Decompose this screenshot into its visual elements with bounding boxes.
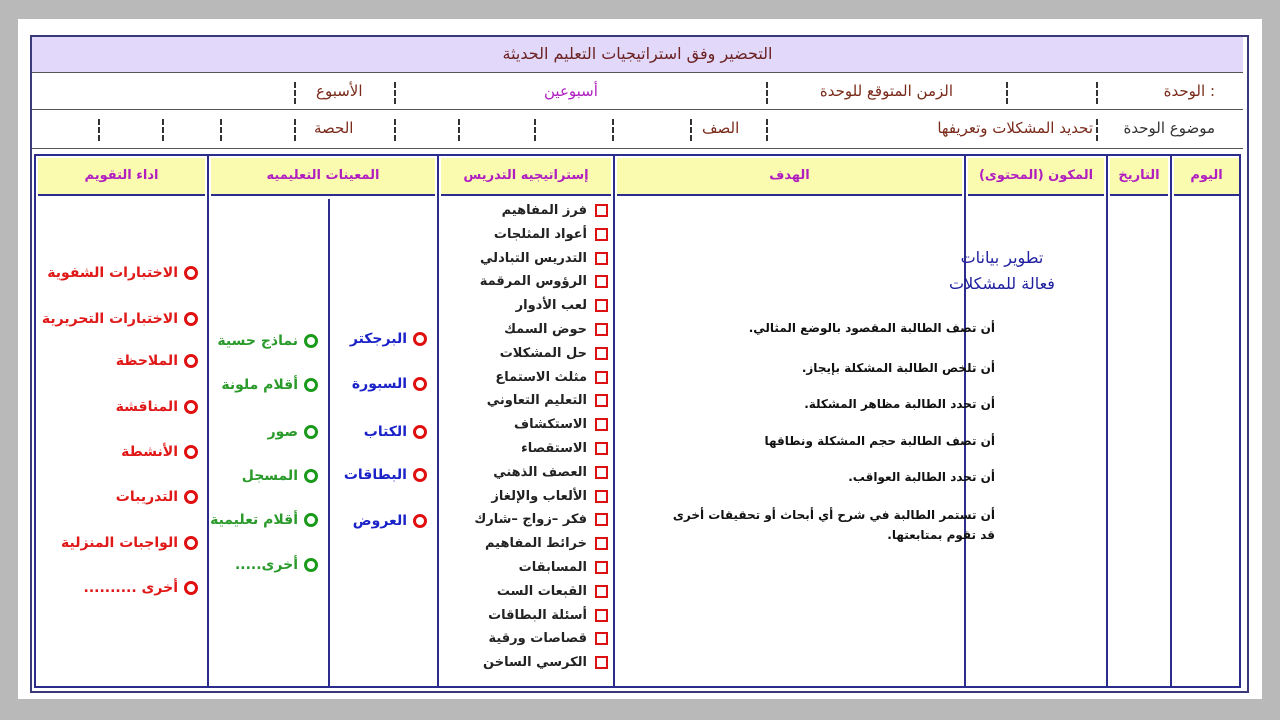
- strategy-item[interactable]: الاستقصاء: [440, 441, 608, 465]
- lesson-plan-table: [34, 154, 1241, 688]
- circle-icon: [184, 490, 198, 504]
- circle-icon: [184, 581, 198, 595]
- header-content: المكون (المحتوى): [968, 158, 1104, 196]
- aid-item[interactable]: المسجل: [242, 468, 318, 484]
- aid-item[interactable]: العروض: [353, 513, 427, 529]
- strategy-item[interactable]: الكرسي الساخن: [440, 655, 608, 679]
- strategy-item[interactable]: خرائط المفاهيم: [440, 536, 608, 560]
- circle-icon: [184, 266, 198, 280]
- circle-icon: [184, 445, 198, 459]
- checkbox-icon[interactable]: [595, 204, 608, 217]
- circle-icon: [184, 312, 198, 326]
- strategy-item[interactable]: الألعاب والإلغاز: [440, 489, 608, 513]
- strategy-item[interactable]: القبعات الست: [440, 584, 608, 608]
- strategy-item[interactable]: مثلث الاستماع: [440, 370, 608, 394]
- checkbox-icon[interactable]: [595, 371, 608, 384]
- header-goal: الهدف: [617, 158, 962, 196]
- checkbox-icon[interactable]: [595, 609, 608, 622]
- aid-item[interactable]: نماذج حسية: [217, 333, 318, 349]
- assessment-item[interactable]: الواجبات المنزلية: [61, 535, 198, 551]
- header-aids: المعينات التعليميه: [211, 158, 435, 196]
- checkbox-icon[interactable]: [595, 323, 608, 336]
- expected-time-value: أسبوعين: [544, 82, 598, 100]
- goal-item: أن تحدد الطالبة العواقب.: [848, 470, 995, 484]
- aid-item[interactable]: أقلام تعليمية: [210, 512, 318, 528]
- goal-item: أن تصف الطالبة المقصود بالوضع المثالي.: [748, 321, 995, 335]
- circle-icon: [304, 558, 318, 572]
- circle-icon: [184, 400, 198, 414]
- strategy-item[interactable]: أسئلة البطاقات: [440, 608, 608, 632]
- goal-item: أن تستمر الطالبة في شرح أي أبحاث أو تحقيقات أخرى قد تقوم بمتابعتها.: [672, 508, 995, 542]
- aid-item[interactable]: أقلام ملونة: [221, 377, 318, 393]
- content-line: تطوير بيانات: [960, 248, 1044, 267]
- checkbox-icon[interactable]: [595, 347, 608, 360]
- assessment-item[interactable]: الاختبارات التحريرية: [42, 311, 198, 327]
- assessment-item[interactable]: أخرى ..........: [84, 580, 199, 596]
- circle-icon: [304, 469, 318, 483]
- unit-topic-value: تحديد المشكلات وتعريفها: [937, 119, 1093, 137]
- aid-item[interactable]: البرجكتر: [350, 331, 427, 347]
- aid-item[interactable]: صور: [268, 424, 318, 440]
- week-label: الأسبوع: [316, 82, 363, 100]
- assessment-item[interactable]: الاختبارات الشفوية: [47, 265, 198, 281]
- circle-icon: [413, 377, 427, 391]
- header-row-unit: [32, 74, 1243, 110]
- header-row-topic: [32, 111, 1243, 149]
- checkbox-icon[interactable]: [595, 561, 608, 574]
- content-text: [938, 245, 1066, 297]
- strategy-item[interactable]: أعواد المثلجات: [440, 227, 608, 251]
- checkbox-icon[interactable]: [595, 394, 608, 407]
- period-label: الحصة: [314, 119, 354, 137]
- goal-item: أن تحدد الطالبة مظاهر المشكلة.: [804, 397, 995, 411]
- checkbox-icon[interactable]: [595, 275, 608, 288]
- page-title: التحضير وفق استراتيجيات التعليم الحديثة: [32, 37, 1243, 73]
- circle-icon: [304, 513, 318, 527]
- content-line: فعالة للمشكلات: [949, 274, 1055, 293]
- header-strategy: إستراتيجيه التدريس: [441, 158, 611, 196]
- expected-time-label: الزمن المتوقع للوحدة: [819, 82, 953, 100]
- strategy-item[interactable]: العصف الذهني: [440, 465, 608, 489]
- checkbox-icon[interactable]: [595, 228, 608, 241]
- circle-icon: [413, 514, 427, 528]
- checkbox-icon[interactable]: [595, 299, 608, 312]
- circle-icon: [304, 378, 318, 392]
- aid-item[interactable]: أخرى.....: [235, 557, 318, 573]
- strategy-item[interactable]: فرز المفاهيم: [440, 203, 608, 227]
- checkbox-icon[interactable]: [595, 632, 608, 645]
- unit-label: الوحدة :: [1163, 82, 1215, 100]
- aid-item[interactable]: البطاقات: [344, 467, 427, 483]
- strategy-item[interactable]: الرؤوس المرقمة: [440, 274, 608, 298]
- grade-label: الصف: [702, 119, 740, 137]
- checkbox-icon[interactable]: [595, 585, 608, 598]
- circle-icon: [413, 332, 427, 346]
- assessment-item[interactable]: الملاحظة: [116, 353, 198, 369]
- checkbox-icon[interactable]: [595, 466, 608, 479]
- goal-item: أن تصف الطالبة حجم المشكلة ونطاقها: [764, 434, 995, 448]
- strategy-item[interactable]: لعب الأدوار: [440, 298, 608, 322]
- header-assessment: اداء التقويم: [38, 158, 205, 196]
- checkbox-icon[interactable]: [595, 513, 608, 526]
- assessment-item[interactable]: التدريبات: [116, 489, 198, 505]
- strategy-item[interactable]: حل المشكلات: [440, 346, 608, 370]
- aid-item[interactable]: السبورة: [352, 376, 427, 392]
- strategy-item[interactable]: فكر –زواج –شارك: [440, 512, 608, 536]
- checkbox-icon[interactable]: [595, 490, 608, 503]
- strategy-item[interactable]: التدريس التبادلي: [440, 251, 608, 275]
- header-day: اليوم: [1174, 158, 1239, 196]
- assessment-item[interactable]: المناقشة: [116, 399, 198, 415]
- strategy-item[interactable]: حوض السمك: [440, 322, 608, 346]
- strategy-list: [440, 203, 608, 679]
- strategy-item[interactable]: التعليم التعاوني: [440, 393, 608, 417]
- checkbox-icon[interactable]: [595, 252, 608, 265]
- unit-topic-label: موضوع الوحدة: [1123, 119, 1215, 137]
- strategy-item[interactable]: المسابقات: [440, 560, 608, 584]
- circle-icon: [184, 354, 198, 368]
- aid-item[interactable]: الكتاب: [364, 424, 427, 440]
- header-date: التاريخ: [1110, 158, 1168, 196]
- checkbox-icon[interactable]: [595, 418, 608, 431]
- circle-icon: [413, 468, 427, 482]
- checkbox-icon[interactable]: [595, 656, 608, 669]
- circle-icon: [413, 425, 427, 439]
- circle-icon: [304, 334, 318, 348]
- goal-item: أن تلخص الطالبة المشكلة بإيجاز.: [801, 361, 995, 375]
- checkbox-icon[interactable]: [595, 442, 608, 455]
- assessment-item[interactable]: الأنشطة: [121, 444, 198, 460]
- strategy-item[interactable]: الاستكشاف: [440, 417, 608, 441]
- circle-icon: [304, 425, 318, 439]
- checkbox-icon[interactable]: [595, 537, 608, 550]
- circle-icon: [184, 536, 198, 550]
- strategy-item[interactable]: قصاصات ورقية: [440, 631, 608, 655]
